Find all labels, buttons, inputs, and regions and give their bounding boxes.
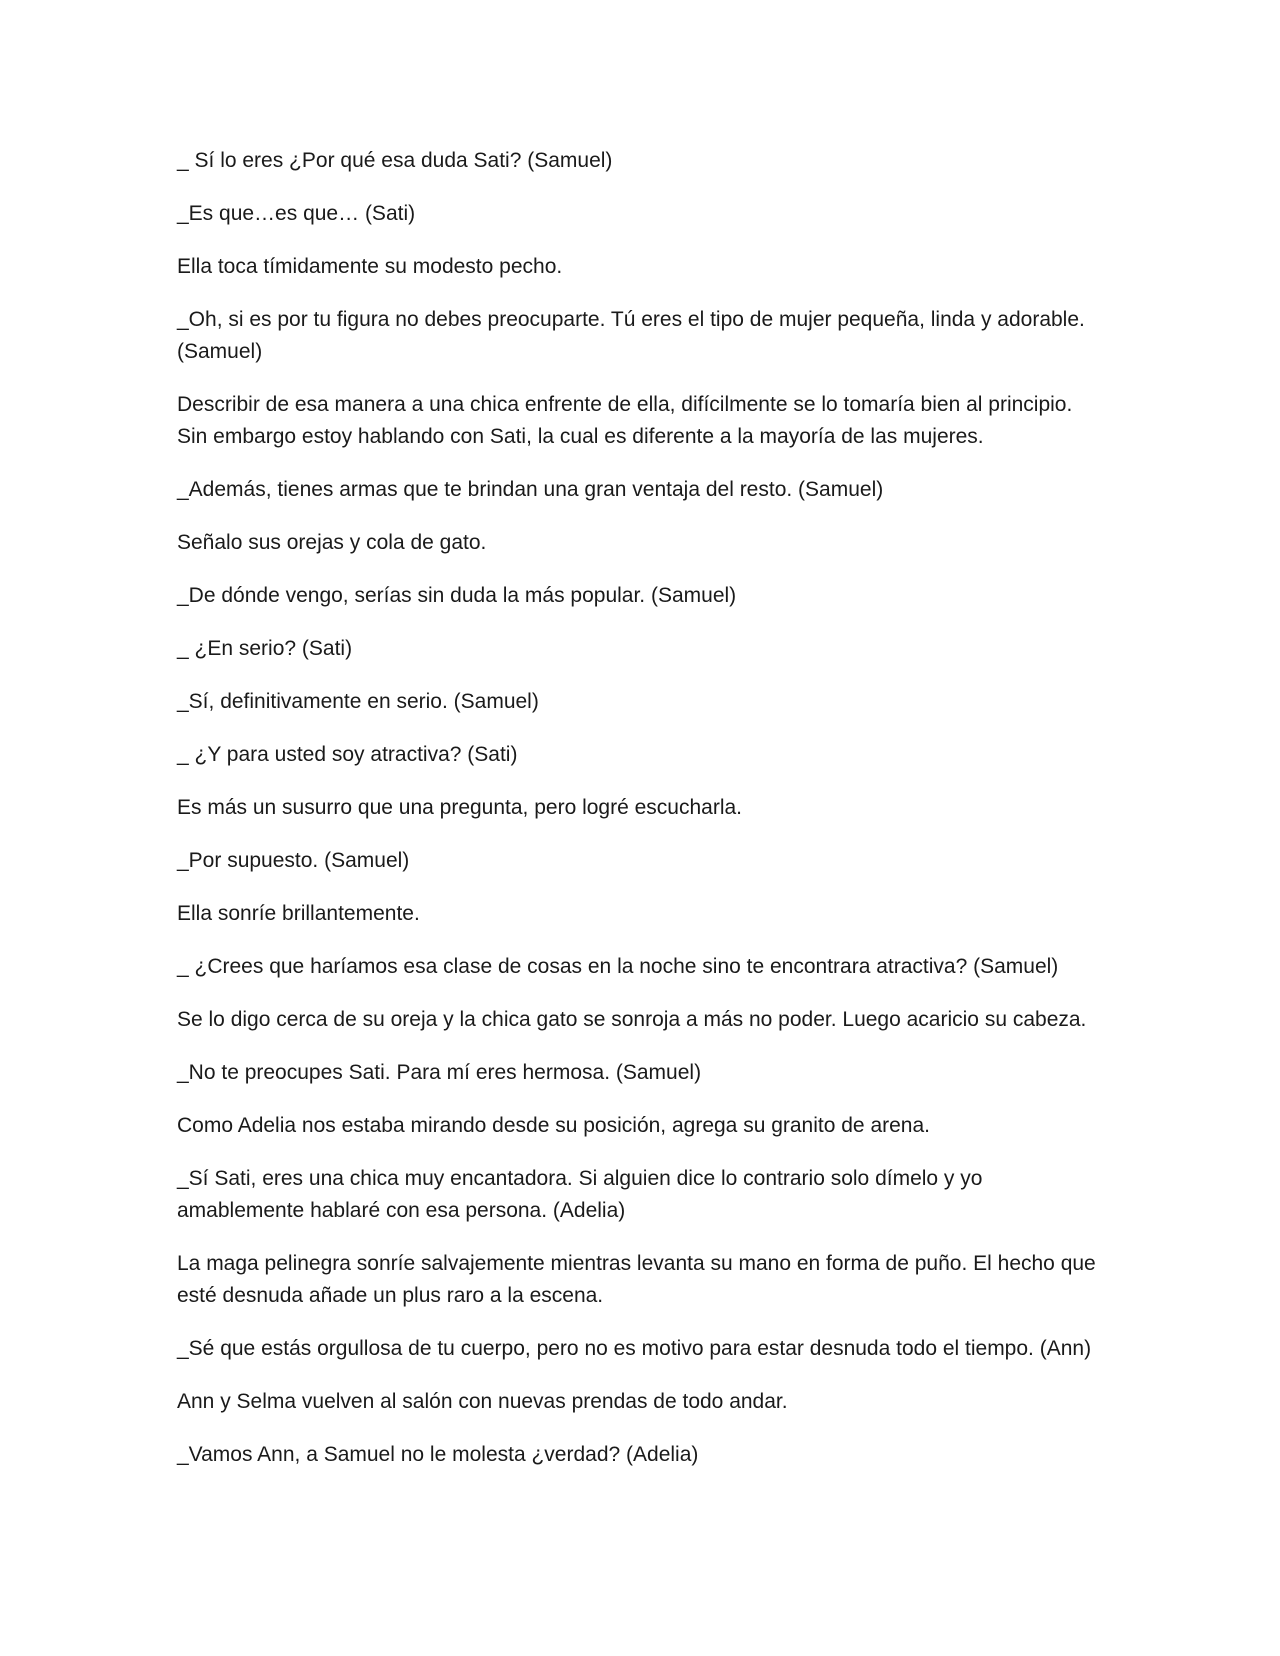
paragraph: Se lo digo cerca de su oreja y la chica gato se sonroja a más no poder. Luego acaricio su cabeza. [177, 1008, 1087, 1031]
paragraph: _Además, tienes armas que te brindan una gran ventaja del resto. (Samuel) [177, 478, 884, 501]
paragraph: La maga pelinegra sonríe salvajemente mientras levanta su mano en forma de puño. El hecho que esté desnuda añade un plus raro a la escena. [177, 1252, 1096, 1307]
paragraph: Ella toca tímidamente su modesto pecho. [177, 255, 563, 278]
paragraph: Es más un susurro que una pregunta, pero logré escucharla. [177, 796, 743, 819]
paragraph: _No te preocupes Sati. Para mí eres hermosa. (Samuel) [177, 1061, 702, 1084]
paragraph: _Sí, definitivamente en serio. (Samuel) [177, 690, 539, 713]
paragraph: _De dónde vengo, serías sin duda la más popular. (Samuel) [177, 584, 737, 607]
paragraph: _Oh, si es por tu figura no debes preocuparte. Tú eres el tipo de mujer pequeña, linda y adorable. (Samuel) [177, 308, 1085, 363]
document-body [177, 145, 1107, 1492]
paragraph: Ella sonríe brillantemente. [177, 902, 420, 925]
paragraph: Como Adelia nos estaba mirando desde su posición, agrega su granito de arena. [177, 1114, 930, 1137]
paragraph: _Vamos Ann, a Samuel no le molesta ¿verdad? (Adelia) [177, 1443, 699, 1466]
paragraph: _ ¿Y para usted soy atractiva? (Sati) [177, 743, 518, 766]
paragraph: _Por supuesto. (Samuel) [177, 849, 410, 872]
paragraph: Describir de esa manera a una chica enfrente de ella, difícilmente se lo tomaría bien al principio. Sin embargo estoy hablando con Sati, la cual es diferente a la mayoría de las mujeres. [177, 393, 1073, 448]
paragraph: _ Sí lo eres ¿Por qué esa duda Sati? (Samuel) [177, 149, 613, 172]
paragraph: _Sí Sati, eres una chica muy encantadora. Si alguien dice lo contrario solo dímelo y yo amablemente hablaré con esa persona. (Adelia) [177, 1167, 983, 1222]
paragraph: Señalo sus orejas y cola de gato. [177, 531, 487, 554]
paragraph: _ ¿Crees que haríamos esa clase de cosas en la noche sino te encontrara atractiva? (Samuel) [177, 955, 1059, 978]
paragraph: _ ¿En serio? (Sati) [177, 637, 353, 660]
paragraph: Ann y Selma vuelven al salón con nuevas prendas de todo andar. [177, 1390, 788, 1413]
paragraph: _Sé que estás orgullosa de tu cuerpo, pero no es motivo para estar desnuda todo el tiempo. (Ann) [177, 1337, 1092, 1360]
paragraph: _Es que…es que… (Sati) [177, 202, 416, 225]
